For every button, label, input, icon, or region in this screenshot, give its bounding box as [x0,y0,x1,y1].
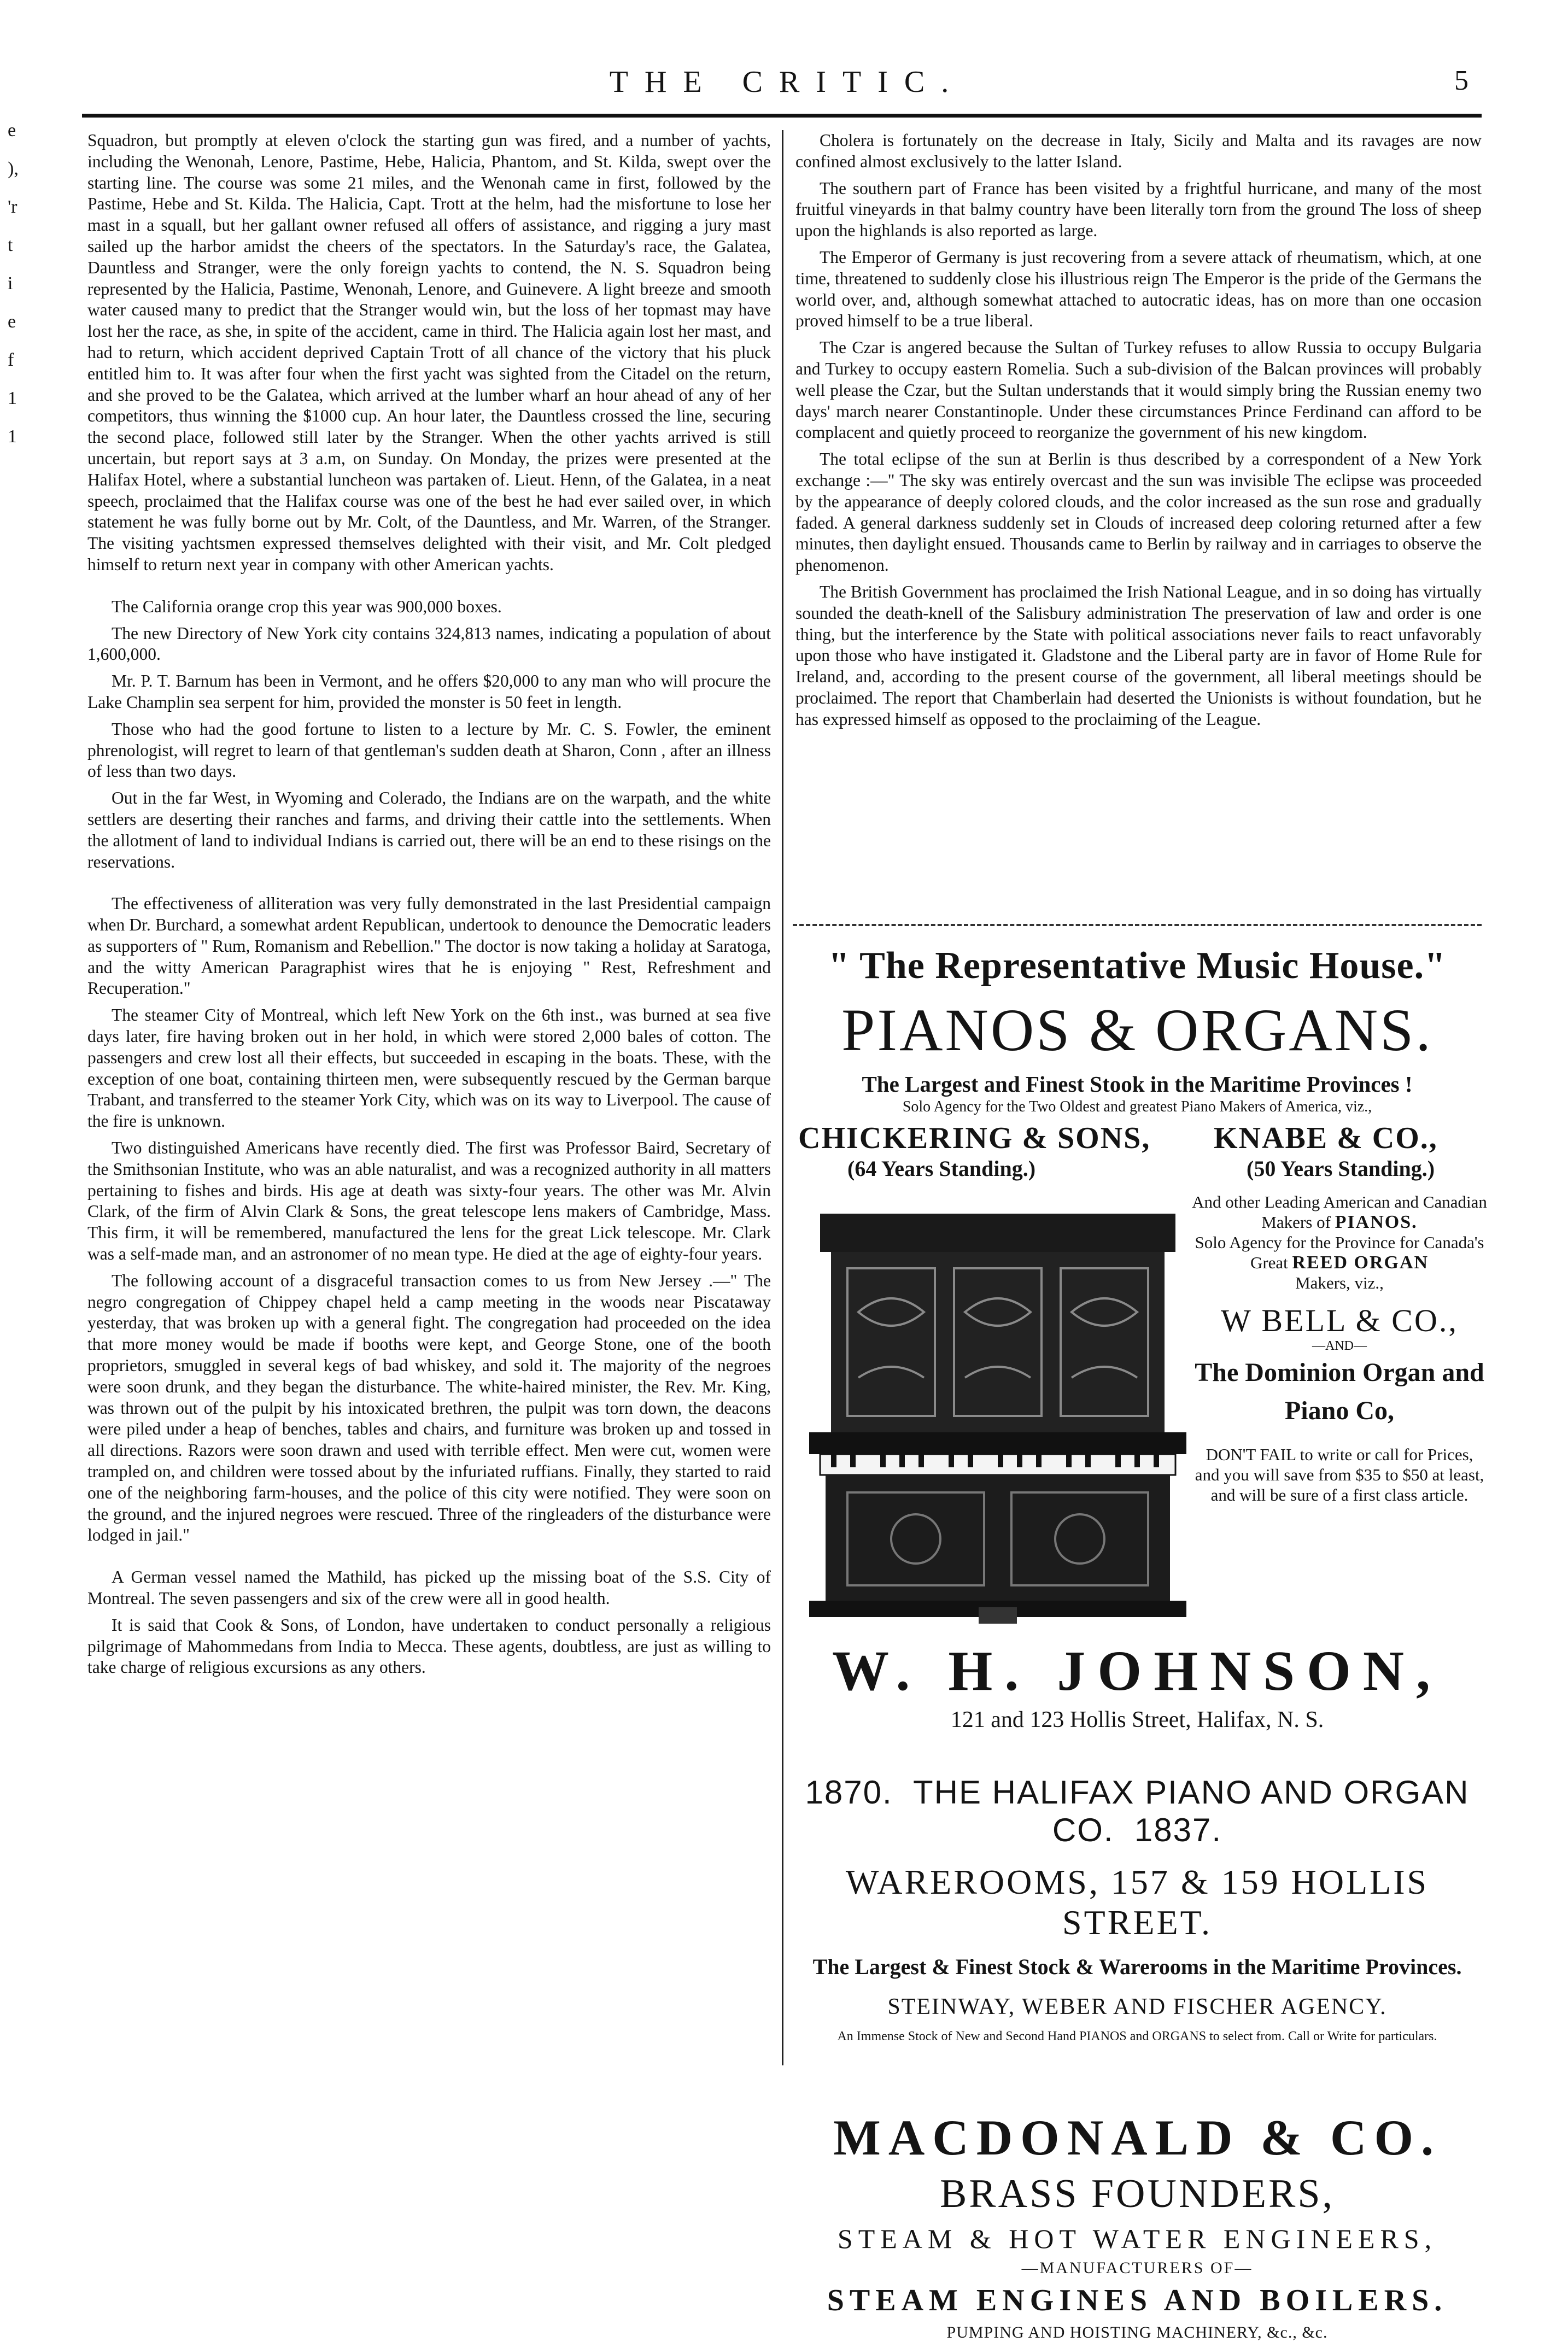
article-yacht-race: Squadron, but promptly at eleven o'clock the starting gun was fired, and a number of yachts, including the Wenonah, Lenore, Pastime, Hebe, Halicia, Phantom, and St. Kilda, swept over the starting line. The course was some 21 miles, and the Wenonah came in first, followed by the Pastime, Hebe and St. Kilda. The Halicia, Capt. Trott at the helm, had the misfortune to lose her mast in a squall, but her gallant owner refused all offers of assistance, and rigging a jury mast sailed up the harbor amidst the cheers of the spectators. In the Saturday's race, the Galatea, Dauntless and Stranger, were the only foreign yachts to contend, the N. S. Squadron being represented by the Halicia, Pastime, Wenonah, Lenore, and Guinevere. A light breeze and smooth water caused many to predict that the Stranger would win, but the loss of her topmast may have lost her the race, as she, in spite of the accident, came in third. The Halicia again lost her mast, and had to return, which accident deprived Captain Trott of all chance of the victory that his pluck entitled him to. It was after four when the first yacht was sighted from the Citadel on the return, and she proved to be the Galatea, which arrived at the lumber wharf an hour ahead of any of her competitors, thus winning the $1000 cup. An hour later, the Dauntless crossed the line, securing the second place, followed still later by the Stranger. When the other yachts arrived is still uncertain, but report says at 3 a.m, on Sunday. On Monday, the prizes were presented at the Halifax Hotel, where a substantial luncheon was partaken of. Lieut. Henn, of the Galatea, in a neat speech, proclaimed that the Halifax course was one of the best he had ever sailed over, in which statement he was fully borne out by Mr. Colt, of the Dauntless, and Mr. Warren, of the Stranger. The visiting yachtsmen expressed themselves delighted with their visit, and Mr. Colt pledged himself to return next year in company with other American yachts. [87,131,771,574]
left-column [87,130,771,2076]
margin-mark: e [8,312,16,332]
music-house-advertisement [787,924,1487,2341]
margin-mark: 1 [8,426,17,447]
ad-middle [787,1192,1487,1635]
article-czar: The Czar is angered because the Sultan of Turkey refuses to allow Russia to occupy Bulgaria and Turkey to occupy eastern Romelia. Such a sub-division of the Balcan provinces will probably well please the Czar, but the Sultan understands that it would simply bring the Russian enemy two days' march nearer Constantinople. Under these circumstances Prince Ferdinand can afford to be complacent and quietly proceed to reorganize the government of his new kingdom. [795,338,1482,442]
running-head [0,65,1568,114]
ad-johnson: W. H. JOHNSON, [832,1640,1443,1702]
article-france-hurricane: The southern part of France has been visited by a frightful hurricane, and many of the most fruitful vineyards in that balmy country have been literally torn from the ground The loss of sheep upon the highlands is also reported as large. [795,178,1482,241]
article-fowler: Those who had the good fortune to listen to a lecture by Mr. C. S. Fowler, the eminent phrenologist, will regret to learn of that gentleman's sudden death at Sharon, Conn , after an illness of less than two days. [87,719,771,781]
article-emperor: The Emperor of Germany is just recovering from a severe attack of rheumatism, which, at one time, threatened to suddenly close his illustrious reign The Emperor is the pride of the Germans the world over, and, although somewhat attached to autocratic ideas, has on more than one occasion proved himself to be a true liberal. [795,247,1482,331]
ad-steam-engineers: STEAM & HOT WATER ENGINEERS, [837,2223,1437,2254]
column-divider [782,130,783,2065]
ad-immense-stock: An Immense Stock of New and Second Hand PIANOS and ORGANS to select from. Call or Write for particulars. [837,2029,1437,2044]
ad-sole-agency: Solo Agency for the Two Oldest and greatest Piano Makers of America, viz., [902,1098,1372,1115]
ad-manufacturers: —MANUFACTURERS OF— [1021,2259,1253,2277]
header-rule [82,114,1482,118]
ad-engines-boilers: STEAM ENGINES AND BOILERS. [827,2284,1448,2317]
right-column [795,130,1482,934]
article-steamer-fire: The steamer City of Montreal, which left New York on the 6th inst., was burned at sea five days later, fire having broken out in her hold, in which were stored 2,000 bales of cotton. The passengers and crew lost all their effects, but succeeded in escaping in the boats. These, with the exception of one boat, containing thirteen men, were subsequently rescued by the German barque Trabant, and transferred to the steamer York City, which was on its way to Liverpool. The cause of the fire is unknown. [87,1005,771,1131]
page-number: 5 [1454,65,1468,96]
agents-line-2: Solo Agency for the Province for Canada's Great [1195,1233,1484,1272]
ad-steinway: STEINWAY, WEBER AND FISCHER AGENCY. [887,1994,1387,2019]
ad-bell: W BELL & CO., [1221,1303,1458,1338]
ad-slogan: " The Representative Music House." [828,945,1446,987]
article-eclipse: The total eclipse of the sun at Berlin is thus described by a correspondent of a New York exchange :—" The sky was entirely overcast and the sun was invisible The eclipse was proceeded by the appearance of deeply colored clouds, and the color increased as the sun rose and gradually faded. A general darkness suddenly set in Clouds of increased deep coloring returned after a few minutes, then daylight ensued. Thousands came to Berlin by railway and in carriages to observe the phenomenon. [795,449,1482,575]
margin-mark: 'r [8,197,17,217]
article-orange-crop: The California orange crop this year was 900,000 boxes. [112,596,502,616]
margin-mark: t [8,235,13,255]
margin-mark: 1 [8,388,17,408]
article-german-vessel: A German vessel named the Mathild, has picked up the missing boat of the S.S. City of Montreal. The seven passengers and six of the crew were all in good health. [87,1567,771,1608]
article-far-west: Out in the far West, in Wyoming and Colerado, the Indians are on the warpath, and the white settlers are deserting their ranches and farms, and driving their cattle into the settlements. When the allotment of land to individual Indians is carried out, there will be an end to these risings on the reservations. [87,788,771,871]
year-left: 1870. [805,1774,893,1811]
ad-johnson-address: 121 and 123 Hollis Street, Halifax, N. S. [950,1707,1324,1732]
ad-largest-warerooms: The Largest & Finest Stock & Warerooms in the Maritime Provinces. [812,1954,1462,1979]
ad-dont-fail: DON'T FAIL to write or call for Prices, and you will save from $35 to $50 at least, and will be sure of a first class article. [1195,1445,1484,1504]
agents-pianos: PIANOS. [1335,1212,1418,1232]
halifax-co-name: THE HALIFAX PIANO AND ORGAN CO. [912,1774,1470,1848]
article-camp-meeting: The following account of a disgraceful transaction comes to us from New Jersey .—" The negro congregation of Chippey chapel held a camp meeting in the woods near Piscataway yesterday, that was broken up with a general fight. The congregation had proceeded on the idea that more money would be made if booths were kept, and George Stone, one of the booth proprietors, smuggled in several kegs of bad whiskey, and sold it. The majority of the negroes were soon drunk, and they began the disturbance. The white-haired minister, the Rev. Mr. King, was thrown out of the pulpit by his intoxicated brethren, the pulpit was torn down, the deacons were piled under a heap of benches, tables and chairs, and furniture was broken up and tossed in all directions. Razors were soon drawn and used with terrible effect. Men were cut, women were trampled on, and children were tossed about by the infuriated ruffians. Finally, they started to raid one of the neighboring farm-houses, and the police of this city were notified. They were soon on the ground, and the injured negroes were rescued. Three of the ringleaders of the disturbance were lodged in jail." [87,1270,771,1545]
ad-brass-founders: BRASS FOUNDERS, [939,2171,1335,2216]
agents-reed-organ: REED ORGAN [1292,1252,1429,1273]
ad-brands [787,1121,1487,1192]
article-alliteration: The effectiveness of alliteration was very fully demonstrated in the last Presidential campaign when Dr. Burchard, a somewhat ardent Republican, undertook to denounce the Democratic leaders as supporters of " Rum, Romanism and Rebellion." The doctor is now taking a holiday at Saratoga, and the witty American Paragraphist wires that he is enjoying " Rest, Refreshment and Recuperation." [87,894,771,998]
ad-top-rule [793,924,1482,926]
ad-agents-block [1192,1192,1487,1505]
agents-text [1192,1192,1487,1293]
year-right: 1837. [1134,1812,1222,1848]
agents-line-1: And other Leading American and Canadian Makers of [1192,1192,1487,1232]
margin-marks [8,120,30,465]
ad-warerooms: WAREROOMS, 157 & 159 HOLLIS STREET. [845,1863,1429,1942]
margin-mark: i [8,273,13,294]
ad-dominion: The Dominion Organ and Piano Co, [1195,1358,1484,1425]
agents-line-3: Makers, viz., [1295,1273,1384,1292]
ad-largest-stock: The Largest and Finest Stook in the Maritime Provinces ! [862,1072,1413,1097]
standing-chickering: (64 Years Standing.) [847,1156,1036,1181]
piano-illustration [809,1203,1186,1629]
article-cook-sons: It is said that Cook & Sons, of London, have undertaken to conduct personally a religious pilgrimage of Mahommedans from India to Mecca. These agents, doubtless, are just as willing to take charge of religious excursions as any others. [87,1615,771,1677]
article-irish-league: The British Government has proclaimed the Irish National League, and in so doing has virtually sounded the death-knell of the Salisbury administration The preservation of law and order is one thing, but the interference by the State with political associations never fails to react unfavorably upon those who have instigated it. Gladstone and the Liberal party are in favor of Home Rule for Ireland, and, according to the present course of the government, all liberal meetings should be proclaimed. The report that Chamberlain had deserted the Unionists is without foundation, but he has expressed himself as opposed to the proclaiming of the League. [795,582,1482,729]
brand-chickering: CHICKERING & SONS, [798,1121,1151,1155]
article-obituaries: Two distinguished Americans have recently died. The first was Professor Baird, Secretary of the Smithsonian Institute, who was an able naturalist, and was a recognized authority in all matters pertaining to fishes and birds. His age at death was sixty-four years. The other was Mr. Alvin Clark, of the firm of Alvin Clark & Sons, the great telescope lens makers of Cambridge, Mass. This firm, it will be remembered, manufactured the lens for the great Lick telescope. Mr. Clark was a self-made man, and an astronomer of no mean type. He died at the age of eighty-four years. [87,1138,771,1264]
ad-and: —AND— [1312,1339,1367,1353]
margin-mark: f [8,350,14,370]
standing-knabe: (50 Years Standing.) [1247,1156,1435,1181]
brand-knabe: KNABE & CO., [1214,1121,1438,1155]
ad-pumping: PUMPING AND HOISTING MACHINERY, &c., &c. [946,2323,1328,2341]
margin-mark: ), [8,159,19,179]
halifax-co-heading [787,1773,1487,1849]
article-barnum: Mr. P. T. Barnum has been in Vermont, and he offers $20,000 to any man who will procure the Lake Champlin sea serpent for him, provided the monster is 50 feet in length. [87,671,771,712]
page-title: THE CRITIC. [609,65,966,99]
ad-macdonald: MACDONALD & CO. [833,2110,1442,2165]
article-ny-directory: The new Directory of New York city contains 324,813 names, indicating a population of about 1,600,000. [87,623,771,664]
margin-mark: e [8,120,16,140]
ad-headline: PIANOS & ORGANS. [841,997,1433,1063]
article-cholera: Cholera is fortunately on the decrease in Italy, Sicily and Malta and its ravages are now confined almost exclusively to the latter Island. [795,131,1482,171]
